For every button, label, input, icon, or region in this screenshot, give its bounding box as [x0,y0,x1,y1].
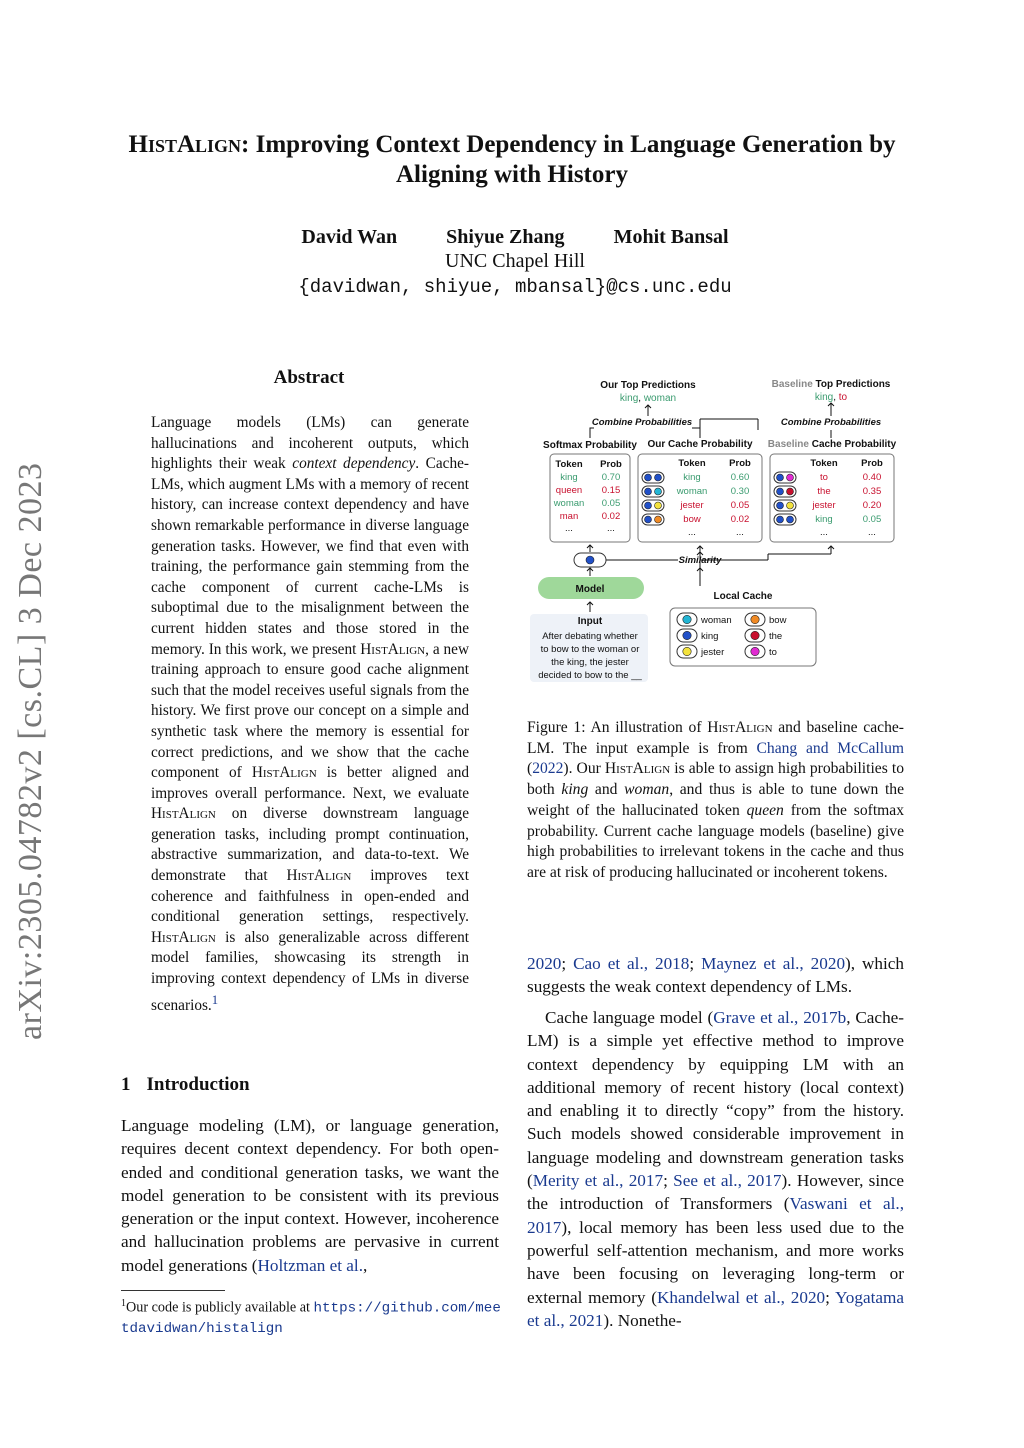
base-cache-ellipsis: ... [868,527,876,538]
intro-paragraph [121,1114,499,1277]
softmax-prob: 0.02 [601,511,621,522]
softmax-title: Softmax Probability [543,440,637,451]
caption-text: ( [527,760,533,778]
paragraph-text: , Cache-LM) is a simple yet effective method to improve context dependency by equipping LM with an additional memory of recent history (local context) and enabling it to directly “copy” from the history. Such models showed considerable improvement in language modeling and downstream generation tasks ( [527,1008,905,1191]
cache-word: bow [769,615,787,626]
abstract-heading: Abstract [273,367,345,388]
top-arrows [645,403,834,416]
citation-link[interactable]: See et al., 2017 [673,1171,782,1191]
method-name: HistAlign [707,719,773,736]
softmax-col-token: Token [555,459,583,470]
base-top-title [772,379,891,390]
method-name: HistAlign [251,764,317,782]
softmax-token: woman [553,498,585,509]
base-top-title-text: Top Predictions [812,379,891,390]
code-url-link[interactable]: https://github.com/meetdavidwan/histalign [121,1300,501,1337]
abstract-text-4: is better aligned and improves overall performance. Next, we evaluate [151,764,469,802]
our-cache-prob: 0.60 [730,472,750,483]
caption-label: Figure 1: [527,719,586,736]
abstract-text-6: improves text coherence and faithfulness in open-ended and conditional generation settings, respectively. [151,867,469,926]
paragraph-text: ), local memory has been less used due to the powerful self-attention mechanism, and more works have been focusing on leveraging long-term or external memory ( [527,1217,904,1307]
our-top-word-2: woman [643,393,677,404]
input-line: the king, the jester [551,657,629,668]
input-line: After debating whether [542,631,638,642]
citation-link[interactable]: Khandelwal et al., 2020 [656,1287,826,1307]
caption-text: ). Our [563,760,605,778]
similarity-label: Similarity [678,555,722,566]
caption-text: is able to assign high probabilities to both [527,760,904,799]
method-name: HistAlign [604,760,671,778]
softmax-token: king [560,472,578,483]
base-cache-title-text: Cache Probability [808,439,897,450]
sep: ; [825,1287,836,1307]
footnote-text: Our code is publicly available at [126,1299,314,1316]
abstract-emphasis: context dependency [292,455,416,473]
abstract-text-2: . Cache-LMs, which augment LMs with a memory of recent history, can increase context dependency and have shown remarkable performance in diverse language generation tasks. However, we find that even with training, the performance gain stemming from the cache component of current cache-LMs is suboptimal due to the misalignment between the current hidden states and those stored in the memory. In this work, we present [151,455,469,658]
softmax-token: queen [555,485,583,496]
intro-text: Language modeling (LM), or language generation, requires decent context dependency. For both open-ended and conditional generation tasks, we want the model generation to be consistent with its previous generation or the input context. However, incoherence and hallucination problems are pervasive in current model generations ( [121,1116,499,1275]
caption-text: and baseline cache-LM. The input example is from [527,719,904,757]
cache-word: jester [701,647,725,658]
input-line: to bow to the woman or [540,644,640,655]
arxiv-stamp [12,460,72,1040]
base-cache-prefix: Baseline [767,439,809,450]
our-cache-token: king [683,472,701,483]
softmax-prob: 0.15 [601,485,621,496]
input-arrow [587,602,593,612]
softmax-token: man [559,511,579,522]
base-top-sep: , [833,392,839,403]
softmax-ellipsis: ... [607,523,615,534]
our-cache-prob: 0.30 [730,486,750,497]
citation-link[interactable]: Yogatama et al., 2021 [527,1287,904,1330]
author-2: Shiyue Zhang [446,226,565,248]
right-paragraph-2 [527,1006,904,1332]
footnote-rule [121,1290,225,1291]
paragraph-text: ). However, since the introduction of Transformers ( [527,1171,904,1214]
paragraph-text: ). Nonethe- [603,1310,682,1330]
method-name: HistAlign [286,867,352,885]
title-rest: : Improving Context Dependency in Language Generation by Aligning with History [241,131,896,188]
cache-word: to [769,647,777,658]
combine-left-label: Combine Probabilities [591,417,693,428]
arxiv-id: arXiv:2305.04782v2 [cs.CL] 3 Dec 2023 [12,462,49,1040]
base-cache-col-prob: Prob [861,458,883,469]
cache-word: woman [701,615,732,626]
caption-text: An illustration of [585,719,708,736]
base-cache-prob: 0.35 [862,486,882,497]
softmax-prob: 0.05 [601,498,621,509]
caption-emphasis: queen [746,801,784,819]
our-top-words [620,393,676,404]
softmax-ellipsis: ... [565,523,573,534]
base-cache-prob: 0.40 [862,472,882,483]
figure-diagram [528,372,908,692]
section-title: Introduction [146,1074,250,1095]
base-cache-token: to [820,472,828,483]
our-cache-title: Our Cache Probability [647,439,753,450]
affiliation: UNC Chapel Hill [445,250,585,272]
softmax-prob: 0.70 [601,472,621,483]
our-top-title: Our Top Predictions [600,380,696,391]
citation-link[interactable]: Grave et al., 2017b [713,1008,847,1027]
citation-link[interactable]: 2020 [527,954,562,973]
caption-text: from the softmax probability. Current cache language models (baseline) give high probabilities to irrelevant tokens in the cache and thus are at risk of producing hallucinated or incoherent tokens. [527,801,905,881]
author-list [200,226,830,249]
sep: ; [689,954,702,973]
base-top-word-1: king [814,392,834,403]
base-cache-prob: 0.05 [862,514,882,525]
footnote [121,1294,501,1339]
hidden-state-dot [586,556,594,564]
abstract-text-3: , a new training approach to ensure good cache alignment such that the model receives useful signals from the history. We first prove our concept on a simple and synthetic task where the memory is essential for correct predictions, and we show that the cache component of [151,640,469,782]
footnote-number: 1 [121,1298,126,1309]
author-emails: {davidwan, shiyue, mbansal}@cs.unc.edu [298,276,732,298]
our-cache-token: jester [680,500,704,511]
our-cache-col-prob: Prob [729,458,751,469]
citation-link[interactable]: Holtzman et al. [257,1255,363,1275]
input-line: decided to bow to the __ [538,670,642,681]
section-number: 1 [121,1074,131,1095]
citation-link[interactable]: 2022 [532,760,564,778]
citation-link[interactable]: Vaswani et al., 2017 [527,1194,904,1237]
paper-title [100,130,924,190]
caption-text: , and thus is able to tune down the weight of the hallucinated token [527,781,905,819]
section-heading [121,1074,250,1096]
figure-1 [528,372,908,692]
our-cache-token: bow [683,514,701,525]
caption-emphasis: king [561,781,589,799]
method-name: HistAlign [360,640,426,658]
citation-link[interactable]: Merity et al., 2017 [532,1171,664,1191]
figure-caption [527,718,904,884]
intro-end: , [363,1255,368,1275]
our-cache-prob: 0.05 [730,500,750,511]
author-3: Mohit Bansal [613,226,729,248]
base-cache-token: king [815,514,833,525]
sep: ; [561,954,574,973]
paragraph-text: Cache language model ( [545,1008,714,1027]
citation-link[interactable]: Chang and McCallum [756,739,904,757]
base-top-words [815,392,848,403]
method-name: HistAlign [151,805,216,823]
local-cache-title: Local Cache [713,591,773,602]
base-top-prefix: Baseline [771,379,813,390]
base-top-word-2: to [838,392,848,403]
base-cache-token: the [817,486,831,497]
abstract-text-7: is also generalizable across different model families, showcasing its strength in improving context dependency of LMs in diverse scenarios. [151,928,469,1014]
paragraph-text: ), which suggests the weak context dependency of LMs. [527,954,905,997]
our-cache-prob: 0.02 [730,514,750,525]
input-title: Input [577,616,603,627]
base-cache-ellipsis: ... [820,527,828,538]
footnote-marker[interactable]: 1 [211,992,219,1007]
our-cache-col-token: Token [678,458,706,469]
softmax-col-prob: Prob [600,459,622,470]
caption-emphasis: woman [624,781,670,799]
cache-word: the [769,631,783,642]
cache-word: king [701,631,719,642]
sep: ; [663,1171,674,1191]
base-cache-col-token: Token [810,458,838,469]
abstract-text-1: Language models (LMs) can generate hallucinations and incoherent outputs, which highlights their weak [151,414,469,473]
our-cache-ellipsis: ... [688,527,696,538]
base-cache-title [768,439,897,450]
title-method-name: HistAlign [128,131,242,158]
our-cache-ellipsis: ... [736,527,744,538]
our-top-word-1: king [619,393,639,404]
base-cache-token: jester [812,500,836,511]
model-label: Model [575,584,605,595]
abstract-body [151,413,469,1016]
right-paragraph-1 [527,952,904,999]
citation-link[interactable]: Cao et al., 2018 [573,954,690,973]
our-top-sep: , [638,393,644,404]
our-cache-token: woman [676,486,708,497]
combine-right-label: Combine Probabilities [780,417,882,428]
caption-text: and [588,781,625,799]
citation-link[interactable]: Maynez et al., 2020 [701,954,846,973]
author-1: David Wan [301,226,398,248]
base-cache-prob: 0.20 [862,500,882,511]
abstract-text-5: on diverse downstream language generation tasks, including prompt continuation, abstractive summarization, and data-to-text. We demonstrate that [151,805,469,885]
method-name: HistAlign [151,928,216,946]
